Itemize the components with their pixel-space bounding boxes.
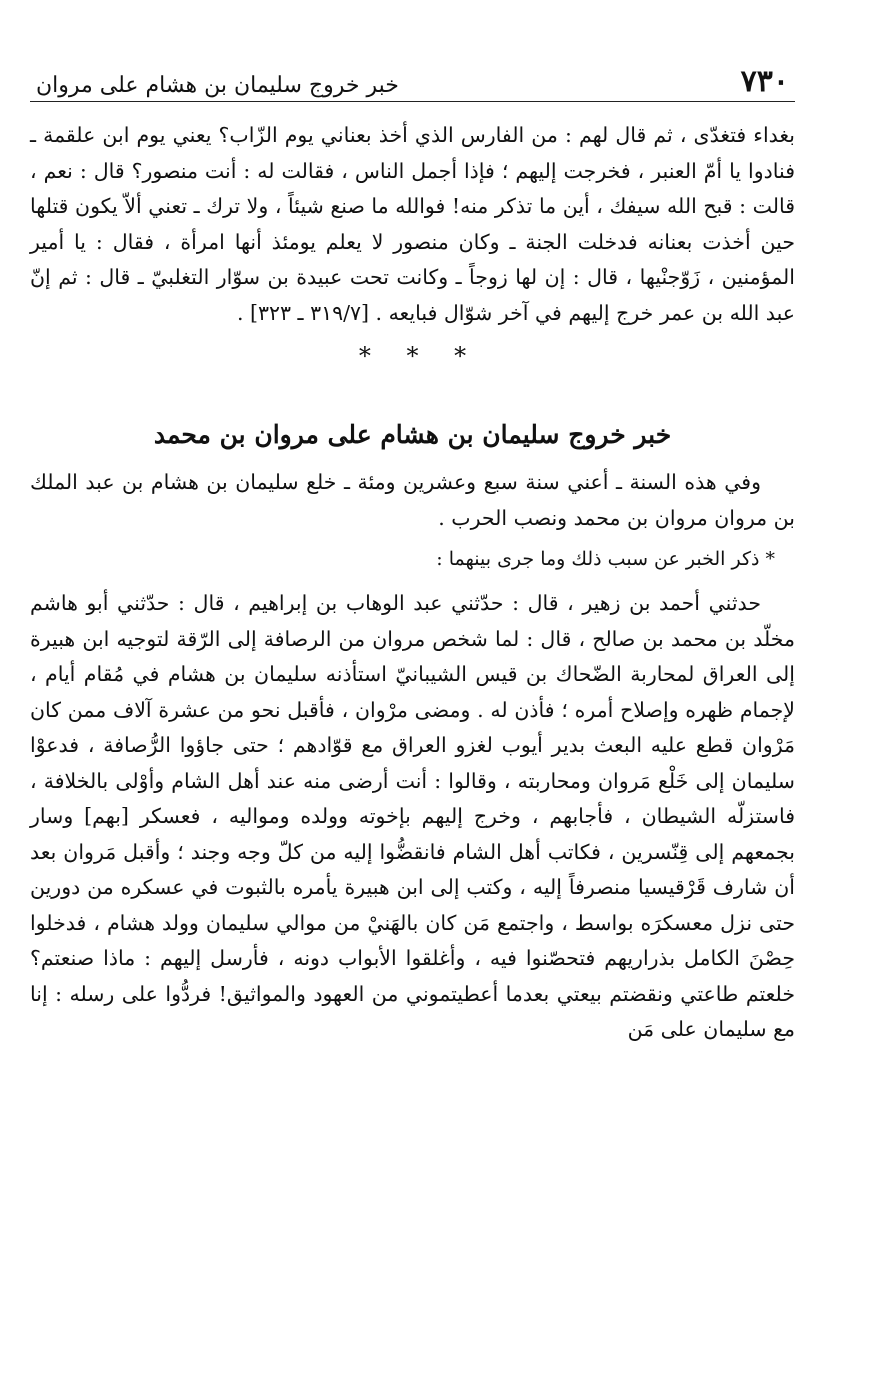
asterisk-ornament: * bbox=[454, 342, 467, 370]
section-heading: خبر خروج سليمان بن هشام على مروان بن محمد bbox=[153, 420, 672, 449]
asterisk-ornament: * bbox=[358, 342, 371, 370]
book-page bbox=[30, 62, 795, 1362]
page-number: ٧٣٠ bbox=[740, 64, 789, 99]
paragraph-continuation: بغداء فتغدّى ، ثم قال لهم : من الفارس الذي أخذ بعناني يوم الزّاب؟ يعني يوم ابن علقمة ـ فنادوا يا أمّ العنبر ، فخرجت إليهم ؛ فإذا أجمل الناس ، فقالت له : أنت منصور؟ قال : نعم ، قالت : قبح الله سيفك ، أين ما تذكر منه! فوالله ما صنع شيئاً ، ولا ترك ـ تعني ألاّ يكون قتلها حين أخذت بعنانه فدخلت الجنة ـ وكان منصور لا يعلم يومئذ أنها امرأة ، فقال : يا أمير المؤمنين ، زَوّجنْيها ، قال : إن لها زوجاً ـ وكانت تحت عبيدة بن سوّار التغلبيّ ـ قال : ثم إنّ عبد الله بن عمر خرج إليهم في آخر شوّال فبايعه . [٣١٩/٧ ـ ٣٢٣] . bbox=[30, 123, 795, 325]
page-body bbox=[30, 118, 795, 1048]
section-intro: وفي هذه السنة ـ أعني سنة سبع وعشرين ومئة ـ خلع سليمان بن هشام بن عبد الملك بن مروان مروان بن محمد ونصب الحرب . bbox=[30, 470, 795, 530]
section-separator bbox=[30, 339, 795, 373]
running-header bbox=[30, 62, 795, 102]
asterisk-ornament: * bbox=[406, 342, 419, 370]
section-note: * ذكر الخبر عن سبب ذلك وما جرى بينهما : bbox=[436, 548, 775, 570]
section-body: حدثني أحمد بن زهير ، قال : حدّثني عبد الوهاب بن إبراهيم ، قال : حدّثني أبو هاشم مخلّد بن محمد بن صالح ، قال : لما شخص مروان من الرصافة إلى الرّقة لتوجيه ابن هبيرة إلى العراق لمحاربة الضّحاك بن قيس الشيبانيّ استأذنه سليمان بن هشام في مُقام أيام ، لإجمام ظهره وإصلاح أمره ؛ فأذن له . ومضى مرْوان ، فأقبل نحو من عشرة آلاف ممن كان مَرْوان قطع عليه البعث بدير أيوب لغزو العراق مع قوّادهم ؛ حتى جاؤوا الرُّصافة ، فدعوْا سليمان إلى خَلْع مَروان ومحاربته ، وقالوا : أنت أرضى منه عند أهل الشام وأوْلى بالخلافة ، فاستزلّه الشيطان ، فأجابهم ، وخرج إليهم بإخوته وولده ومواليه ، فعسكر [بهم] وسار بجمعهم إلى قِنّسرين ، فكاتب أهل الشام فانقضُّوا إليه من كلّ وجه وجند ؛ وأقبل مَروان بعد أن شارف قَرْقيسيا منصرفاً إليه ، وكتب إلى ابن هبيرة يأمره بالثبوت في عسكره من دورين حتى نزل معسكرَه بواسط ، واجتمع مَن كان بالهَنيْ من موالي سليمان وولد هشام ، فدخلوا حِصْنَ الكامل بذراريهم فتحصّنوا فيه ، وأغلقوا الأبواب دونه ، فأرسل إليهم : ماذا صنعتم؟ خلعتم طاعتي ونقضتم بيعتي بعدما أعطيتموني من العهود والمواثيق! فردُّوا على رسله : إنا مع سليمان على مَن bbox=[30, 591, 795, 1041]
running-title: خبر خروج سليمان بن هشام على مروان bbox=[36, 73, 399, 98]
